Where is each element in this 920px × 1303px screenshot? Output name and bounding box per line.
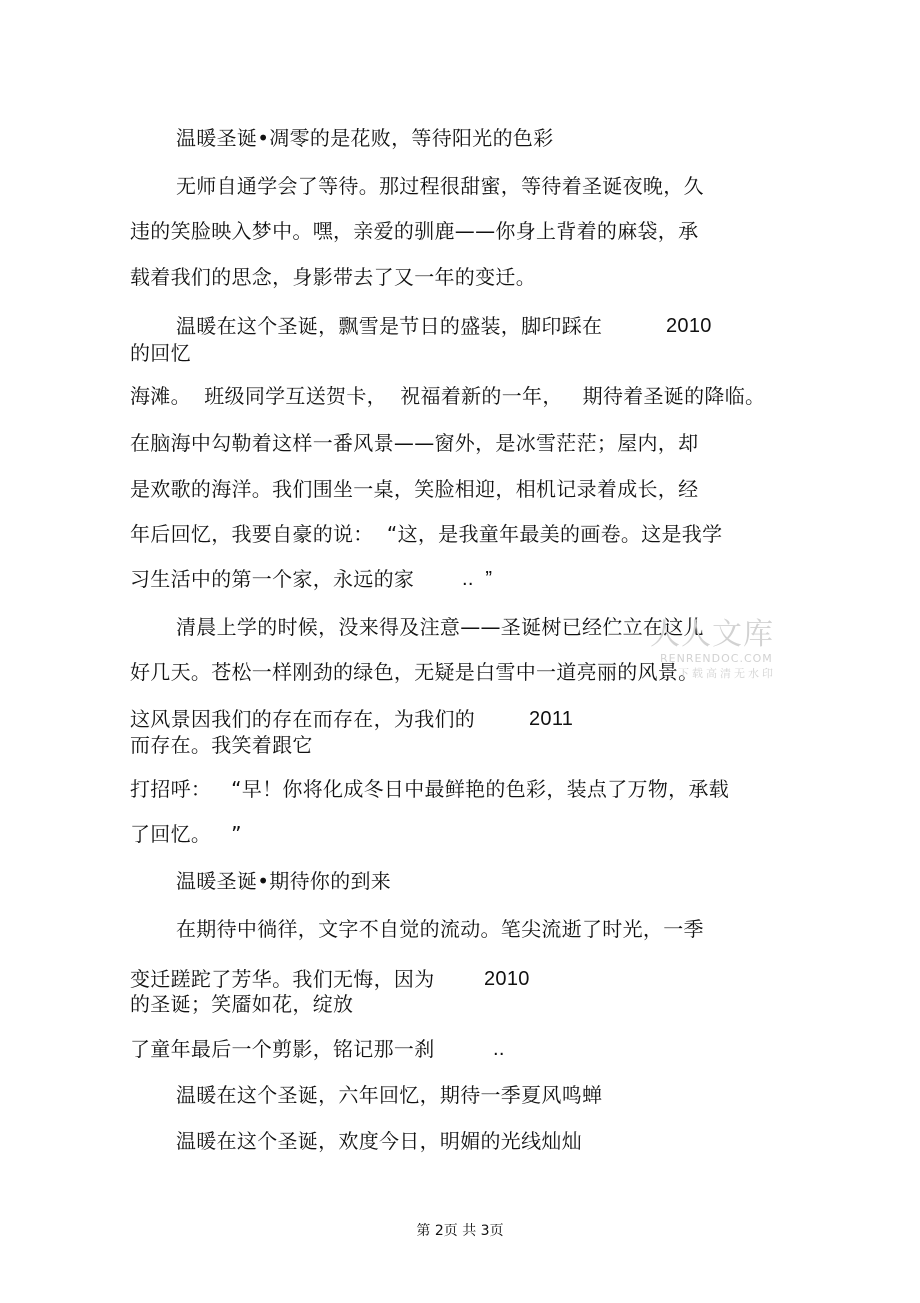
text-line: 海滩。 班级同学互送贺卡， 祝福着新的一年， 期待着圣诞的降临。 — [130, 384, 766, 408]
text-line: 无师自通学会了等待。那过程很甜蜜，等待着圣诞夜晚，久 — [176, 174, 704, 198]
text-line: 年后回忆，我要自豪的说： “这，是我童年最美的画卷。这是我学 — [130, 522, 723, 546]
text-line: 了童年最后一个剪影，铭记那一刹 — [130, 1037, 435, 1061]
heading-line: 温暖圣诞•凋零的是花败，等待阳光的色彩 — [176, 126, 554, 150]
text-line: 清晨上学的时候，没来得及注意——圣诞树已经伫立在这儿 — [176, 615, 704, 639]
ellipsis-quote: .. ” — [462, 568, 493, 590]
text-line: 在脑海中勾勒着这样一番风景——窗外，是冰雪茫茫；屋内，却 — [130, 431, 699, 455]
text-line: 的圣诞；笑靥如花，绽放 — [130, 992, 354, 1016]
text-line: 载着我们的思念，身影带去了又一年的变迁。 — [130, 265, 536, 289]
text-line: 温暖在这个圣诞，欢度今日，明媚的光线灿灿 — [176, 1129, 582, 1153]
text-line: 这风景因我们的存在而存在，为我们的 — [130, 707, 476, 731]
page-footer: 第 2页 共 3页 — [416, 1223, 504, 1239]
text-line: 温暖在这个圣诞，六年回忆，期待一季夏风鸣蝉 — [176, 1083, 603, 1107]
heading-line: 温暖圣诞•期待你的到来 — [176, 869, 392, 893]
year-number: 2010 — [484, 968, 530, 990]
text-line: 习生活中的第一个家，永远的家 — [130, 567, 415, 591]
watermark-title: 人人文库 — [650, 617, 774, 652]
text-line: 的回忆 — [130, 341, 191, 365]
text-line: 温暖在这个圣诞，飘雪是节日的盛装，脚印踩在 — [176, 314, 603, 338]
ellipsis: .. — [493, 1038, 505, 1060]
year-number: 2010 — [666, 315, 712, 337]
text-line: 而存在。我笑着跟它 — [130, 733, 313, 757]
year-number: 2011 — [529, 708, 574, 730]
watermark-url: RENRENDOC.COM — [660, 652, 773, 665]
text-line: 打招呼： “早！你将化成冬日中最鲜艳的色彩，装点了万物，承载 — [130, 777, 730, 801]
text-line: 变迁蹉跎了芳华。我们无悔，因为 — [130, 967, 435, 991]
text-line: 在期待中徜徉，文字不自觉的流动。笔尖流逝了时光，一季 — [176, 917, 704, 941]
text-line: 了回忆。 ” — [130, 822, 242, 846]
watermark-subtitle: 下载高清无水印 — [678, 667, 776, 680]
text-line: 好几天。苍松一样刚劲的绿色，无疑是白雪中一道亮丽的风景。 — [130, 660, 699, 684]
text-line: 是欢歌的海洋。我们围坐一桌，笑脸相迎，相机记录着成长，经 — [130, 477, 699, 501]
watermark — [650, 618, 780, 688]
text-line: 违的笑脸映入梦中。嘿，亲爱的驯鹿——你身上背着的麻袋，承 — [130, 219, 699, 243]
